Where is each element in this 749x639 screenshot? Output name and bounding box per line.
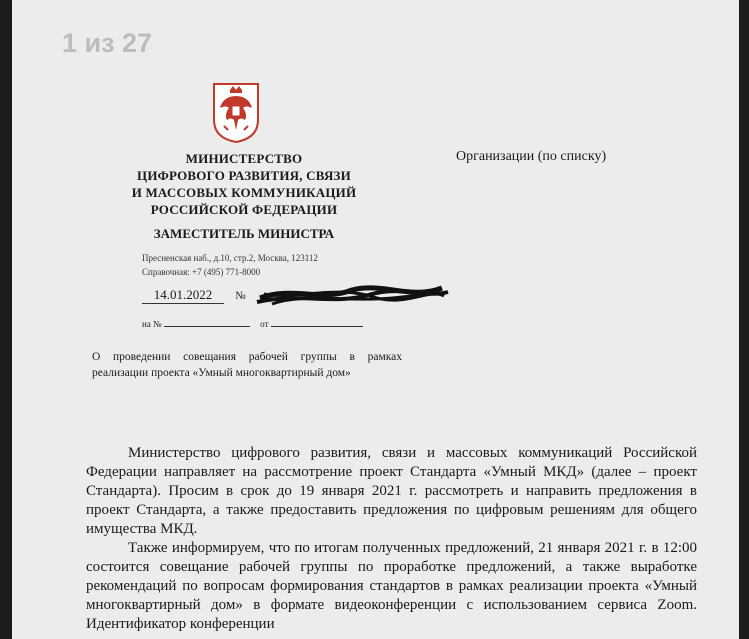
body-paragraph: Также информируем, что по итогам полученных предложений, 21 января 2021 г. в 12:00 состоится совещание рабочей группы по проработке предложений, а также выработке рекомендаций по вопросам формирования стандартов в рамках реализации проекта «Умный многоквартирный дом» в формате видеоконференции с использованием сервиса Zoom. Идентификатор конференции (86, 540, 697, 632)
ministry-name (104, 150, 384, 218)
document-page (12, 0, 739, 639)
ref-date-blank (271, 318, 363, 327)
page-counter: 1 из 27 (62, 28, 153, 58)
ministry-line: МИНИСТЕРСТВО (185, 151, 303, 166)
number-sign: № (235, 290, 246, 302)
ref-number-blank (164, 318, 250, 327)
ref-date-label: от (260, 319, 269, 329)
recipient: Организации (по списку) (456, 149, 607, 164)
letter-subject: О проведении совещания рабочей группы в рамках реализации проекта «Умный многоквартирный дом» (92, 351, 402, 379)
ministry-line: ЦИФРОВОГО РАЗВИТИЯ, СВЯЗИ (137, 168, 351, 183)
reference-line (142, 318, 363, 329)
ministry-line: РОССИЙСКОЙ ФЕДЕРАЦИИ (150, 202, 338, 217)
right-frame-edge (739, 0, 749, 639)
letter-date: 14.01.2022 (142, 287, 224, 304)
ministry-address (142, 251, 318, 279)
letter-body (86, 444, 697, 634)
ministry-line: И МАССОВЫХ КОММУНИКАЦИЙ (131, 185, 357, 200)
ref-number-label: на № (142, 319, 162, 329)
address-line: Пресненская наб., д.10, стр.2, Москва, 123112 (142, 253, 318, 263)
phone-line: Справочная: +7 (495) 771-8000 (142, 267, 261, 277)
redaction-scribble (252, 280, 452, 310)
body-paragraph: Министерство цифрового развития, связи и массовых коммуникаций Российской Федерации направляет на рассмотрение проект Стандарта «Умный МКД» (далее – проект Стандарта). Просим в срок до 19 января 2021 г. рассмотреть и направить предложения в проект Стандарта, а также предоставить предложения по цифровым решениям для общего имущества МКД. (86, 445, 697, 537)
signatory-position: ЗАМЕСТИТЕЛЬ МИНИСТРА (153, 226, 335, 241)
russian-coat-of-arms-icon (208, 80, 264, 144)
left-frame-edge (0, 0, 12, 639)
registration-line (142, 287, 246, 304)
